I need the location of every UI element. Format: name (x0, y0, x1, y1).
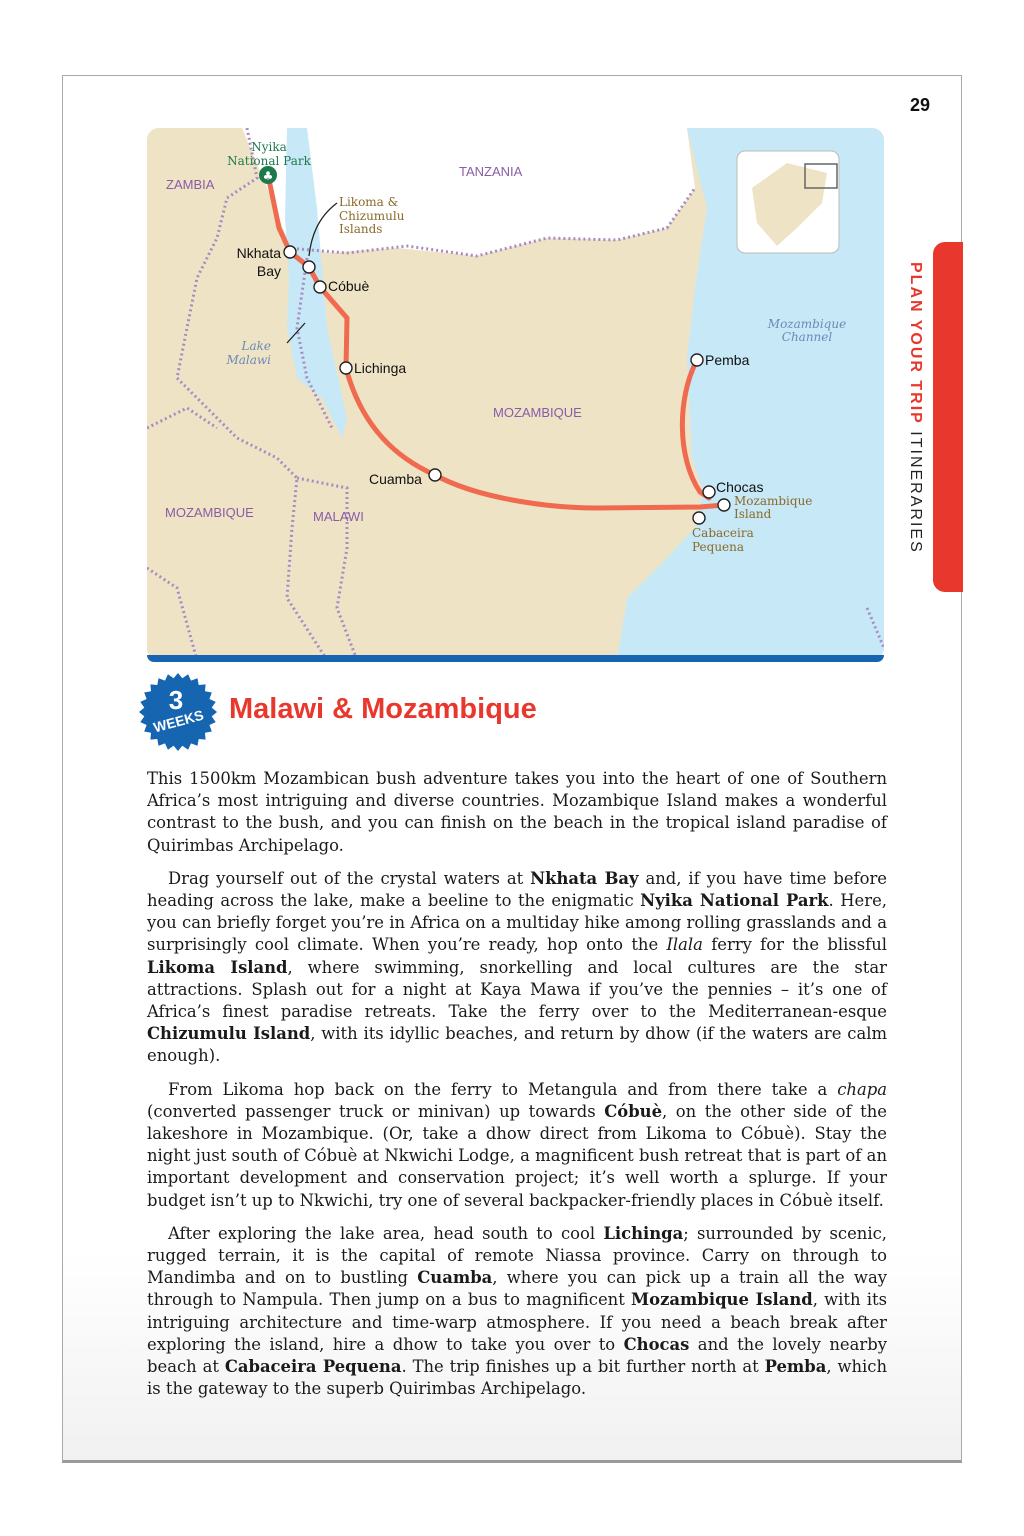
body-text: ferry for the blissful (702, 935, 887, 955)
cabaceira-1: Cabaceira (692, 526, 754, 540)
page-number: 29 (910, 95, 931, 115)
body-text: ; surrounded by scenic, rugged terrain, it is the capital of remote Niassa province. Carry on through to Mandimba and on to bustling (147, 1223, 887, 1288)
park-label-2: National Park (227, 154, 311, 168)
mozambique-island-2: Island (734, 507, 772, 521)
islands-label-1: Likoma & (339, 195, 399, 209)
body-text: and the lovely nearby beach at (147, 1334, 887, 1377)
body-text: Ilala (666, 935, 703, 955)
place-cobue: Cóbuè (328, 278, 370, 294)
country-mozambique-west: MOZAMBIQUE (165, 505, 254, 520)
section-label-bold: PLAN YOUR TRIP (907, 262, 924, 425)
section-label (900, 262, 924, 562)
body-text: and, if you have time before heading across the lake, make a beeline to the enigmatic (147, 868, 887, 911)
body-text: After exploring the lake area, head south to cool (168, 1223, 604, 1243)
place-bay: Bay (256, 263, 281, 279)
place-lichinga: Lichinga (354, 360, 407, 376)
place-nkhata: Nkhata (236, 245, 281, 261)
place-chocas: Chocas (716, 479, 764, 495)
mozambique-island-1: Mozambique (734, 494, 813, 508)
place-highlight: Chizumulu Island (147, 1024, 311, 1044)
map-bottom-bar (147, 655, 884, 662)
itinerary-title: Malawi & Mozambique (229, 693, 537, 725)
body-paragraph (147, 1079, 887, 1212)
body-text: chapa (837, 1079, 887, 1099)
body-text: . Here, you can briefly forget you’re in Africa on a multiday hike among rolling grasslands and a surprisingly cool climate. When you’re ready, hop onto the (147, 891, 887, 955)
body-text: , where swimming, snorkelling and local cultures are the star attractions. Splash out for a night at Kaya Mawa if you’ve the pennies – it’s one of Africa’s finest paradise retreats. Take the ferry over to the Mediterranean-esque (147, 957, 887, 1022)
place-highlight: Cuamba (417, 1268, 493, 1288)
place-highlight: Likoma Island (147, 957, 288, 977)
body-text: (converted passenger truck or minivan) up towards (147, 1101, 605, 1121)
itinerary-body (147, 768, 887, 1411)
body-text: , where you can pick up a train all the way through to Nampula. Then jump on a bus to magnificent (147, 1268, 887, 1310)
body-text: This 1500km Mozambican bush adventure takes you into the heart of one of Southern Africa’s most intriguing and diverse countries. Mozambique Island makes a wonderful contrast to the bush, and you can finish on the beach in the tropical island paradise of Quirimbas Archipelago. (147, 769, 887, 855)
place-highlight: Pemba (764, 1357, 827, 1377)
body-text: Drag yourself out of the crystal waters at (168, 868, 531, 888)
place-highlight: Cóbuè (604, 1101, 663, 1121)
park-label-1: Nyika (251, 140, 287, 154)
place-cuamba: Cuamba (369, 471, 422, 487)
body-text: , with its intriguing architecture and time-warp atmosphere. If you need a beach break after exploring the island, hire a dhow to take you over to (147, 1290, 887, 1354)
badge-unit: WEEKS (151, 706, 206, 736)
place-highlight: Cabaceira Pequena (224, 1357, 402, 1377)
body-paragraph (147, 868, 887, 1068)
cabaceira-2: Pequena (692, 540, 745, 554)
islands-label-2: Chizumulu (339, 209, 405, 223)
lake-label-2: Malawi (226, 353, 271, 367)
sea-label-1: Mozambique (767, 317, 847, 331)
body-text: From Likoma hop back on the ferry to Metangula and from there take a (168, 1079, 838, 1099)
lake-label-1: Lake (241, 339, 271, 353)
body-paragraph (147, 1223, 887, 1401)
body-text: , with its idyllic beaches, and return by dhow (if the waters are calm enough). (147, 1024, 887, 1066)
country-mozambique: MOZAMBIQUE (493, 405, 582, 420)
badge-number: 3 (168, 685, 184, 715)
body-paragraph (147, 768, 887, 857)
place-highlight: Mozambique Island (631, 1290, 813, 1310)
place-highlight: Nyika National Park (640, 891, 829, 911)
country-tanzania: TANZANIA (459, 164, 523, 179)
body-text: . The trip finishes up a bit further north at (401, 1357, 765, 1377)
duration-badge (139, 673, 217, 751)
place-highlight: Chocas (623, 1334, 690, 1354)
itinerary-map (147, 128, 884, 660)
section-label-rest: ITINERARIES (907, 424, 924, 554)
body-text: , which is the gateway to the superb Quirimbas Archipelago. (147, 1357, 888, 1399)
section-tab[interactable] (933, 242, 963, 592)
place-highlight: Nkhata Bay (530, 868, 639, 888)
place-pemba: Pemba (705, 352, 750, 368)
svg-text:♣: ♣ (262, 169, 274, 183)
country-zambia: ZAMBIA (166, 177, 215, 192)
country-malawi: MALAWI (313, 509, 364, 524)
islands-label-3: Islands (339, 222, 383, 236)
sea-label-2: Channel (781, 330, 833, 344)
body-text: , on the other side of the lakeshore in Mozambique. (Or, take a dhow direct from Likoma to Cóbuè). Stay the night just south of Cóbuè at Nkwichi Lodge, a magnificent bush retreat that is part of an important development and conservation project; it’s well worth a splurge. If your budget isn’t up to Nkwichi, try one of several backpacker-friendly places in Cóbuè itself. (147, 1101, 887, 1210)
place-highlight: Lichinga (603, 1223, 684, 1243)
